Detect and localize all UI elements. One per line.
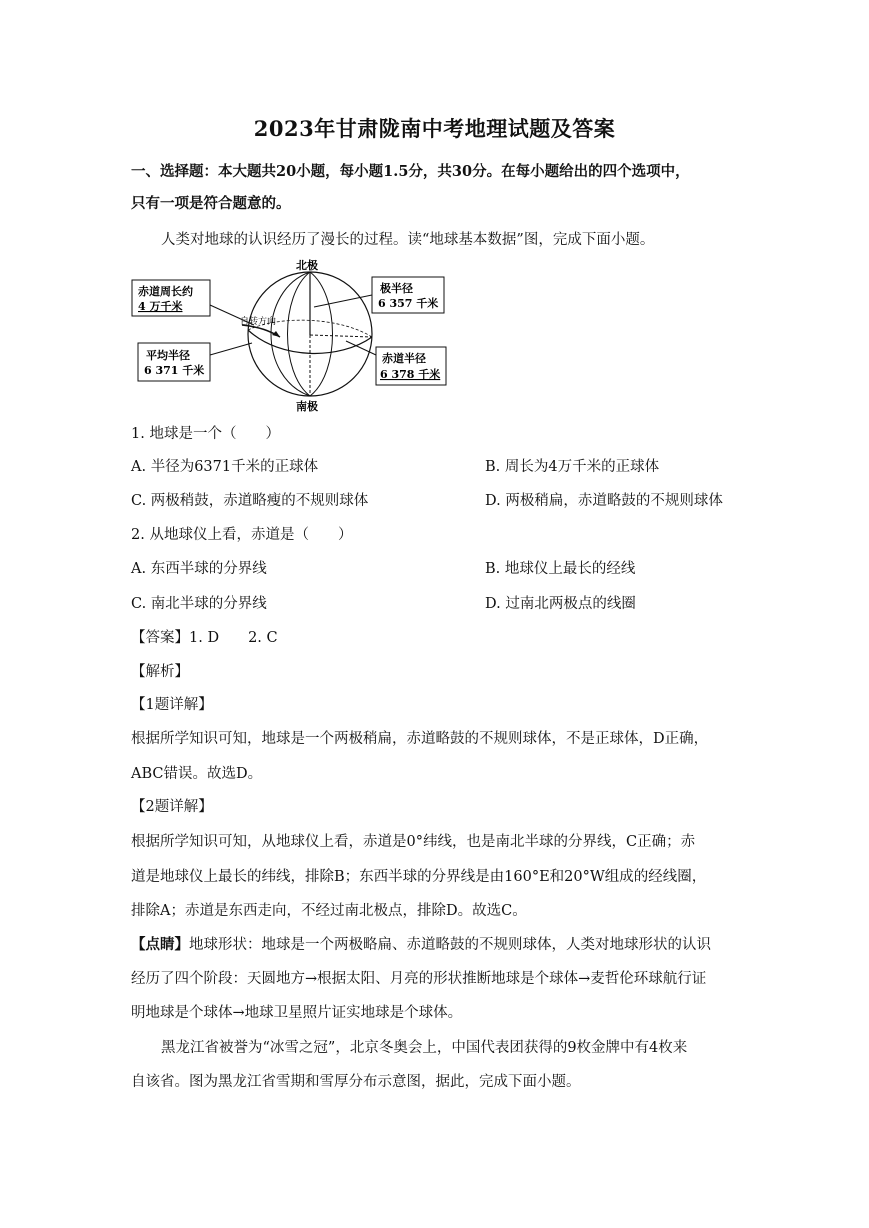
q1-option-d: D. 两极稍扁，赤道略鼓的不规则球体 (485, 493, 723, 509)
mean-radius-label: 平均半径 (146, 349, 190, 362)
mean-radius-value: 6 371 千米 (144, 364, 205, 377)
q2-option-b: B. 地球仪上最长的经线 (485, 561, 636, 577)
detail1-heading: 【1题详解】 (131, 697, 213, 713)
point-line3: 明地球是个球体→地球卫星照片证实地球是个球体。 (131, 1005, 463, 1021)
point-line2: 经历了四个阶段：天圆地方→根据太阳、月亮的形状推断地球是个球体→麦哲伦环球航行证 (131, 971, 707, 987)
q1-option-b: B. 周长为4万千米的正球体 (485, 459, 660, 475)
detail2-line1: 根据所学知识可知，从地球仪上看，赤道是0°纬线，也是南北半球的分界线，C正确；赤 (131, 834, 696, 850)
q2-option-d: D. 过南北两极点的线圈 (485, 596, 636, 612)
north-pole-label: 北极 (296, 259, 318, 272)
eq-radius-value: 6 378 千米 (380, 368, 441, 381)
point-text1: 地球形状：地球是一个两极略扁、赤道略鼓的不规则球体，人类对地球形状的认识 (189, 937, 711, 953)
q2-stem: 2. 从地球仪上看，赤道是（ ） (131, 527, 353, 543)
section-heading-line1: 一、选择题：本大题共20小题，每小题1.5分，共30分。在每小题给出的四个选项中， (131, 163, 690, 180)
q1-option-c: C. 两极稍鼓，赤道略瘦的不规则球体 (131, 493, 369, 509)
polar-radius-value: 6 357 千米 (378, 297, 439, 310)
q1-stem: 1. 地球是一个（ ） (131, 426, 280, 442)
q2-option-c: C. 南北半球的分界线 (131, 596, 267, 612)
eq-circ-label: 赤道周长约 (138, 285, 193, 298)
analysis-heading: 【解析】 (131, 664, 189, 680)
detail2-line2: 道是地球仪上最长的纬线，排除B；东西半球的分界线是由160°E和20°W组成的经线圈， (131, 869, 707, 885)
detail2-heading: 【2题详解】 (131, 799, 213, 815)
intro-paragraph: 人类对地球的认识经历了漫长的过程。读“地球基本数据”图，完成下面小题。 (161, 232, 655, 248)
south-pole-label: 南极 (296, 400, 318, 413)
polar-radius-label: 极半径 (380, 282, 413, 295)
answer-line: 【答案】1. D 2. C (131, 630, 278, 646)
intro2-line1: 黑龙江省被誉为“冰雪之冠”，北京冬奥会上，中国代表团获得的9枚金牌中有4枚来 (161, 1040, 688, 1056)
point-line1 (131, 933, 711, 954)
eq-circ-value: 4 万千米 (138, 300, 183, 313)
intro2-line2: 自该省。图为黑龙江省雪期和雪厚分布示意图，据此，完成下面小题。 (131, 1074, 581, 1090)
q1-option-a: A. 半径为6371千米的正球体 (131, 459, 319, 475)
eq-radius-label: 赤道半径 (382, 352, 426, 365)
earth-data-figure (130, 255, 450, 415)
q2-option-a: A. 东西半球的分界线 (131, 561, 267, 577)
page-title: 2023年甘肃陇南中考地理试题及答案 (253, 116, 616, 141)
detail1-line1: 根据所学知识可知，地球是一个两极稍扁，赤道略鼓的不规则球体，不是正球体，D正确， (131, 731, 709, 747)
rotation-label: 自转方向 (240, 317, 277, 327)
detail1-line2: ABC错误。故选D。 (131, 766, 263, 782)
detail2-line3: 排除A；赤道是东西走向，不经过南北极点，排除D。故选C。 (131, 903, 527, 919)
point-heading: 【点睛】 (131, 936, 189, 953)
section-heading-line2: 只有一项是符合题意的。 (131, 195, 291, 212)
